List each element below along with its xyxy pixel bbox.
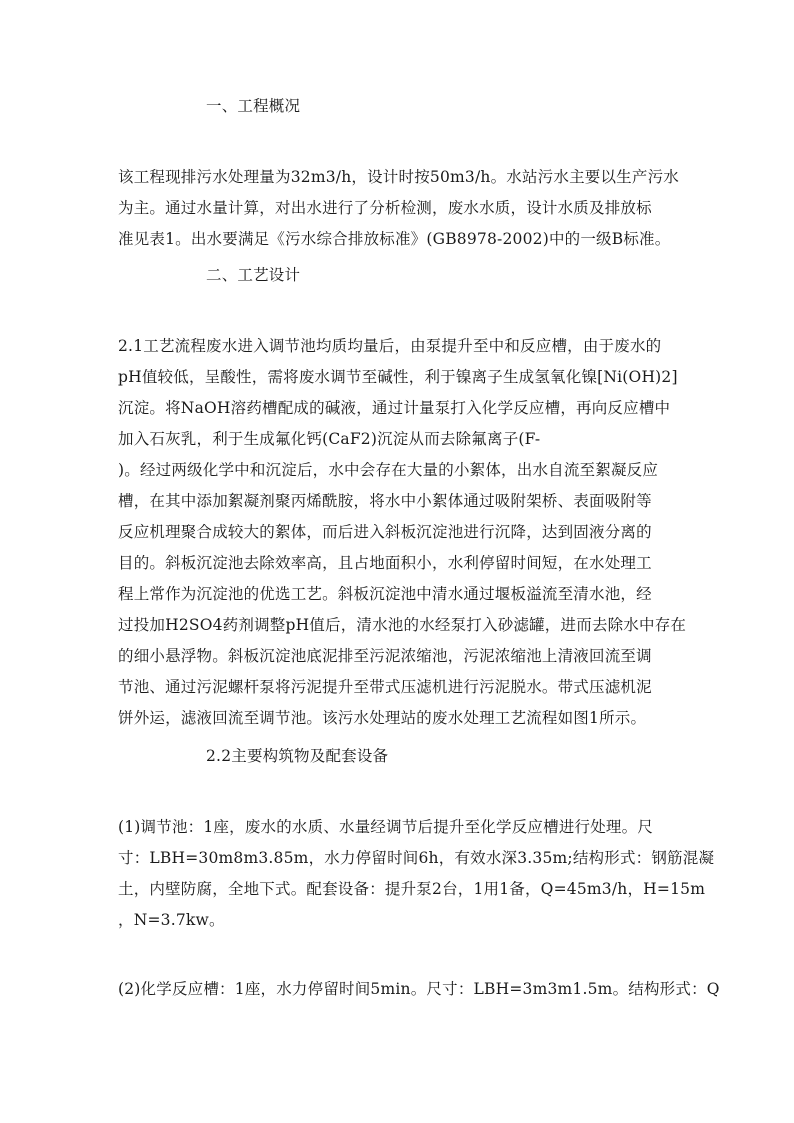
subsection-heading: 2.2主要构筑物及配套设备 [206,747,389,765]
paragraph-line: (1)调节池：1座，废水的水质、水量经调节后提升至化学反应槽进行处理。尺 [118,818,654,836]
paragraph-line: 反应机理聚合成较大的絮体，而后进入斜板沉淀池进行沉降，达到固液分离的 [118,523,652,541]
paragraph-line: 饼外运，滤液回流至调节池。该污水处理站的废水处理工艺流程如图1所示。 [118,709,647,727]
paragraph-line: ，N=3.7kw。 [118,911,225,929]
paragraph-line: 准见表1。出水要满足《污水综合排放标准》(GB8978-2002)中的一级B标准。 [118,230,671,248]
paragraph-line: 寸：LBH=30m8m3.85m，水力停留时间6h，有效水深3.35m;结构形式：钢筋混凝 [118,849,715,867]
paragraph-line: 的细小悬浮物。斜板沉淀池底泥排至污泥浓缩池，污泥浓缩池上清液回流至调 [118,647,652,665]
section-heading-2: 二、工艺设计 [206,266,301,284]
paragraph-line: 2.1工艺流程废水进入调节池均质均量后，由泵提升至中和反应槽，由于废水的 [118,337,662,355]
paragraph-line: 加入石灰乳，利于生成氟化钙(CaF2)沉淀从而去除氟离子(F- [118,430,541,448]
paragraph-line: 过投加H2SO4药剂调整pH值后，清水池的水经泵打入砂滤罐，进而去除水中存在 [118,616,687,634]
paragraph-line: 为主。通过水量计算，对出水进行了分析检测，废水水质，设计水质及排放标 [118,199,652,217]
paragraph-line: 沉淀。将NaOH溶药槽配成的碱液，通过计量泵打入化学反应槽，再向反应槽中 [118,399,671,417]
paragraph-line: 程上常作为沉淀池的优选工艺。斜板沉淀池中清水通过堰板溢流至清水池，经 [118,585,652,603]
paragraph-line: pH值较低，呈酸性，需将废水调节至碱性，利于镍离子生成氢氧化镍[Ni(OH)2] [118,368,678,386]
paragraph-line: 目的。斜板沉淀池去除效率高，且占地面积小，水利停留时间短，在水处理工 [118,554,652,572]
section-heading-1: 一、工程概况 [206,97,301,115]
paragraph-line: (2)化学反应槽：1座，水力停留时间5min。尺寸：LBH=3m3m1.5m。结构形式：Q [118,980,720,998]
paragraph-line: 土，内壁防腐，全地下式。配套设备：提升泵2台，1用1备，Q=45m3/h，H=15m [118,880,706,898]
paragraph-line: 该工程现排污水处理量为32m3/h，设计时按50m3/h。水站污水主要以生产污水 [118,168,679,186]
paragraph-line: 槽，在其中添加絮凝剂聚丙烯酰胺，将水中小絮体通过吸附架桥、表面吸附等 [118,492,652,510]
paragraph-line: )。经过两级化学中和沉淀后，水中会存在大量的小絮体，出水自流至絮凝反应 [118,461,659,479]
paragraph-line: 节池、通过污泥螺杆泵将污泥提升至带式压滤机进行污泥脱水。带式压滤机泥 [118,678,652,696]
